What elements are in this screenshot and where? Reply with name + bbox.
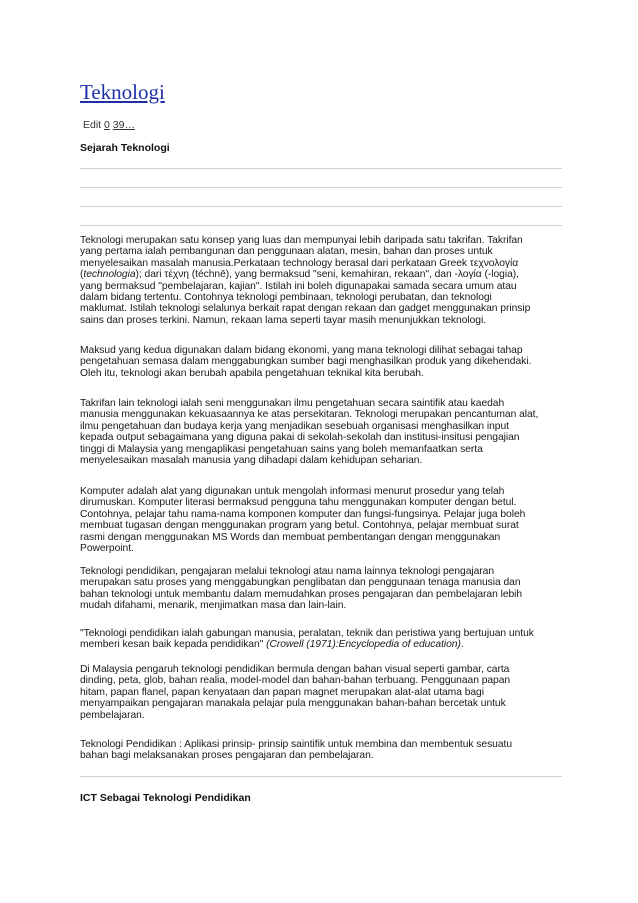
text-line: menyelesaikan masalah manusia yang dihadapi dalam kehidupan seharian. <box>80 455 423 467</box>
text-line: dalam bidang tertentu. Contohnya teknologi pembinaan, teknologi perubatan, dan teknologi <box>80 292 492 304</box>
paragraph-6 <box>80 628 562 651</box>
text-line: Maksud yang kedua digunakan dalam bidang ekonomi, yang mana teknologi dilihat sebagai tahap <box>80 345 523 356</box>
text-line: "Teknologi pendidikan ialah gabungan manusia, peralatan, teknik dan peristiwa yang bertujuan untuk <box>80 628 534 639</box>
text-line: pengetahuan semasa dalam menggabungkan sumber bagi menghasilkan produk yang dikehendaki. <box>80 356 532 368</box>
text-line: Teknologi Pendidikan : Aplikasi prinsip- prinsip saintifik untuk membina dan membentuk sesuatu <box>80 739 513 750</box>
text-line: yang pertama ialah pembangunan dan penggunaan alatan, mesin, bahan dan proses untuk <box>80 246 493 258</box>
paragraph-3 <box>80 398 562 466</box>
divider-5 <box>80 776 562 777</box>
divider-1 <box>80 168 562 169</box>
paragraph-1 <box>80 235 562 326</box>
paragraph-7 <box>80 664 562 721</box>
text-line: yang bermaksud "pembelajaran, kajian". Istilah ini boleh digunapakai samada secara umum atau <box>80 280 517 292</box>
citation: (Crowell (1971):Encyclopedia of education) <box>266 639 461 651</box>
text-line: Di Malaysia pengaruh teknologi pendidikan bermula dengan bahan visual seperti gambar, carta <box>80 664 510 675</box>
text-line: (technologia); dari τέχνη (téchnē), yang bermaksud "seni, kemahiran, rekaan", dan -λογία (-logia), <box>80 269 519 281</box>
text-line: memberi kesan baik kepada pendidikan" (Crowell (1971):Encyclopedia of education). <box>80 639 464 651</box>
paragraph-5 <box>80 566 562 612</box>
text-line: bahan teknologi untuk membantu dalam memudahkan proses pengajaran dan pembelajaran lebih <box>80 588 523 600</box>
text-line: pembelajaran. <box>80 709 145 721</box>
text-line: maklumat. Istilah teknologi selalunya berkait rapat dengan rekaan dan gadget menggunakan prinsip <box>80 303 531 315</box>
paragraph-4 <box>80 486 562 554</box>
divider-4 <box>80 225 562 226</box>
page-title[interactable]: Teknologi <box>80 80 165 104</box>
text-line: Komputer adalah alat yang digunakan untuk mengolah informasi menurut prosedur yang telah <box>80 486 505 497</box>
paragraph-2 <box>80 345 562 379</box>
text-line: kepada output sebagaimana yang diguna pakai di sekolah-sekolah dan institusi-insitusi pengajian <box>80 432 520 444</box>
edit-link[interactable]: Edit <box>83 119 102 131</box>
section-heading-ict: ICT Sebagai Teknologi Pendidikan <box>80 792 251 804</box>
text-line: mudah difahami, menarik, menjimatkan masa dan lain-lain. <box>80 600 347 612</box>
text-line: dirumuskan. Komputer literasi bermaksud pengguna tahu menggunakan komputer dengan betul. <box>80 497 517 509</box>
text-line: sains dan proses terkini. Namun, rekaan lama seperti tayar masih menunjukkan teknologi. <box>80 314 487 326</box>
text-line: ilmu pengetahuan dan budaya kerja yang menjadikan sesebuah organisasi menghasilkan input <box>80 420 509 432</box>
text-line: merupakan satu proses yang menggabungkan penglibatan dan penggunaan tenaga manusia dan <box>80 577 521 589</box>
text-line: tinggi di Malaysia yang mengaplikasi pengetahuan sains yang boleh memanfaatkan serta <box>80 443 483 455</box>
text-line: dinding, peta, glob, bahan realia, model-model dan bahan-bahan terbuang. Penggunaan papan <box>80 675 511 687</box>
text-line: Takrifan lain teknologi ialah seni menggunakan ilmu pengetahuan secara saintifik atau kaedah <box>80 398 505 409</box>
text-line: rasmi dengan menggunakan MS Words dan membuat pembentangan dengan menggunakan <box>80 531 501 543</box>
text-line: menyampaikan pengajaran manakala pelajar pula menggunakan bahan-bahan bercetak untuk <box>80 698 506 710</box>
view-count-link[interactable]: 39… <box>112 119 135 131</box>
italic-term: technologia <box>83 269 136 281</box>
paragraph-8 <box>80 739 562 762</box>
post-meta <box>83 119 135 131</box>
comment-count-link[interactable]: 0 <box>104 119 110 131</box>
text-line: Teknologi merupakan satu konsep yang luas dan mempunyai lebih daripada satu takrifan. Takrifan <box>80 235 523 246</box>
text-line: menyelesaikan masalah manusia.Perkataan technology berasal dari perkataan Greek τεχνολογία <box>80 257 519 269</box>
text-line: manusia menggunakan kekuasaannya ke atas persekitaran. Teknologi merupakan pencantuman alat, <box>80 409 539 421</box>
section-heading-sejarah: Sejarah Teknologi <box>80 142 170 154</box>
divider-3 <box>80 206 562 207</box>
text-line: Powerpoint. <box>80 543 134 555</box>
text-line: membuat tugasan dengan menggunakan program yang betul. Contohnya, pelajar membuat surat <box>80 520 519 532</box>
text-line: hitam, papan flanel, papan kenyataan dan papan magnet merupakan alat-alat utama bagi <box>80 686 484 698</box>
text-line: bahan bagi melaksanakan proses pengajaran dan pembelajaran. <box>80 750 374 762</box>
divider-2 <box>80 187 562 188</box>
text-line: Contohnya, pelajar tahu nama-nama komponen komputer dan fungsi-fungsinya. Pelajar juga boleh <box>80 508 526 520</box>
text-line: Oleh itu, teknologi akan berubah apabila pengetahuan teknikal kita berubah. <box>80 367 424 379</box>
text-line: Teknologi pendidikan, pengajaran melalui teknologi atau nama lainnya teknologi pengajaran <box>80 566 495 577</box>
